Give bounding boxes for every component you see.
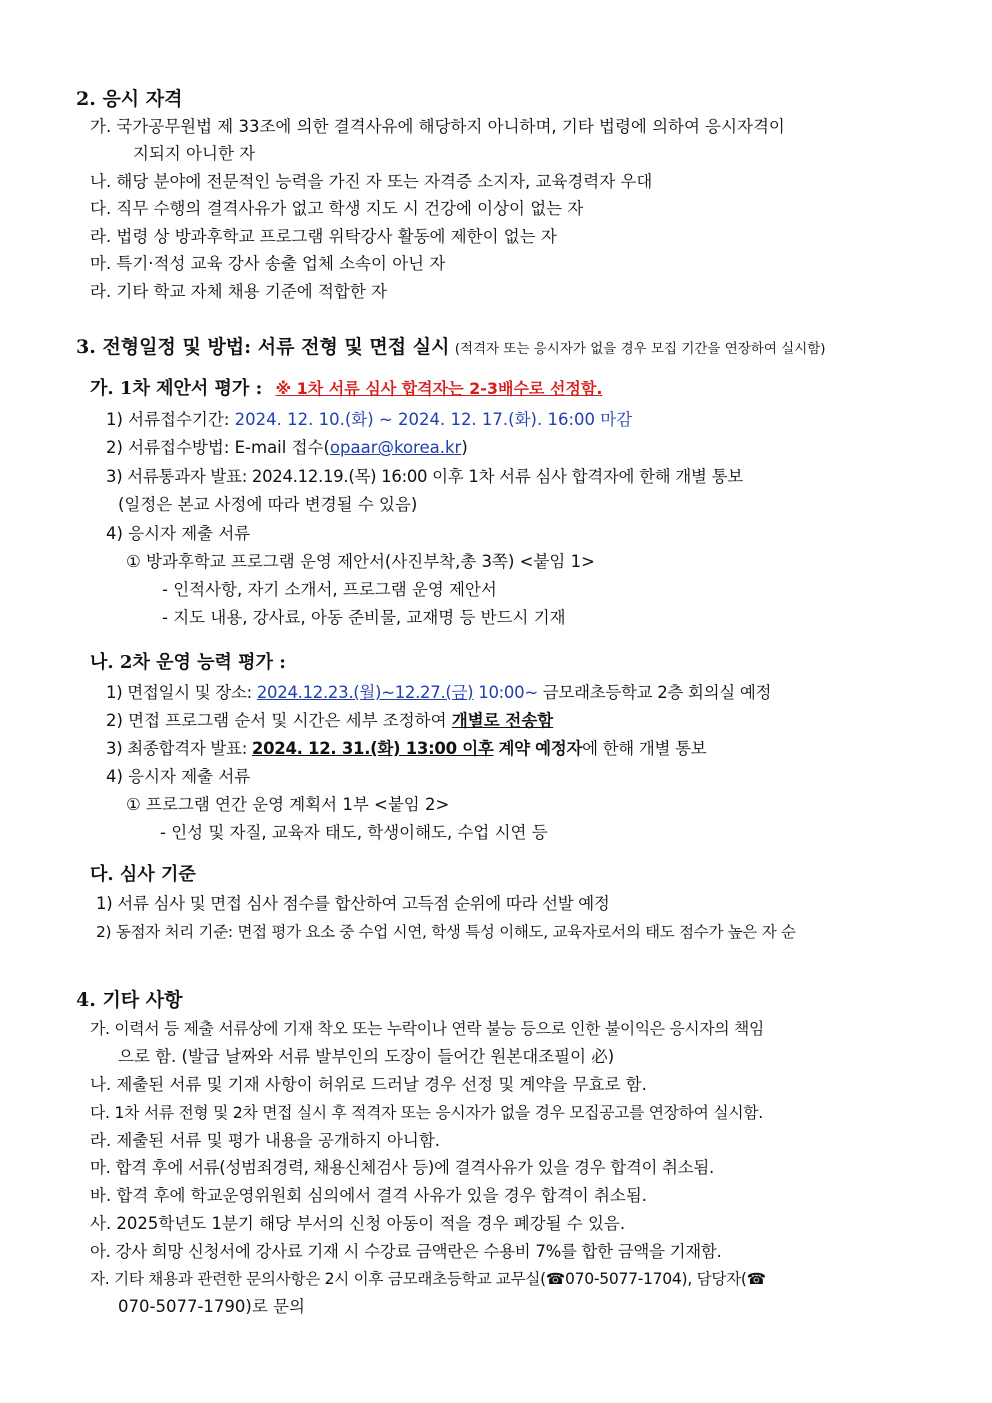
s3-na-title: 나. 2차 운영 능력 평가 :	[90, 652, 286, 673]
s3-na-l3-end: 에 한해 개별 통보	[582, 739, 707, 758]
s3-ga-line3: 3) 서류통과자 발표: 2024.12.19.(목) 16:00 이후 1차 서류 심사 합격자에 한해 개별 통보	[106, 467, 743, 486]
s3-da-line2: 2) 동점자 처리 기준: 면접 평가 요소 중 수업 시연, 학생 특성 이해도, 교육자로서의 태도 점수가 높은 자 순	[96, 923, 796, 941]
s2-item-na: 나. 해당 분야에 전문적인 능력을 가진 자 또는 자격증 소지자, 교육경력자 우대	[90, 172, 653, 191]
s2-item-ra: 라. 법령 상 방과후학교 프로그램 위탁강사 활동에 제한이 없는 자	[90, 227, 557, 246]
section-2-title: 2. 응시 자격	[76, 88, 183, 110]
s3-ga-line1	[106, 409, 632, 431]
s3-ga-line4c: - 지도 내용, 강사료, 아동 준비물, 교재명 등 반드시 기재	[162, 608, 566, 627]
s3-ga-line4a: ① 방과후학교 프로그램 운영 제안서(사진부착,총 3쪽) <붙임 1>	[126, 552, 595, 571]
s3-da-line1: 1) 서류 심사 및 면접 심사 점수를 합산하여 고득점 순위에 따라 선발 예정	[96, 894, 610, 913]
s3-na-l1-date: 2024.12.23.(월)~12.27.(금)	[256, 683, 474, 702]
section-3-note: (적격자 또는 응시자가 없을 경우 모집 기간을 연장하여 실시함)	[454, 341, 826, 357]
s2-item-ra2: 라. 기타 학교 자체 채용 기준에 적합한 자	[90, 282, 387, 301]
s4-da: 다. 1차 서류 전형 및 2차 면접 실시 후 적격자 또는 응시자가 없을 경우 모집공고를 연장하여 실시함.	[90, 1103, 763, 1122]
email-link[interactable]: opaar@korea.kr	[329, 438, 462, 457]
s3-na-line2	[106, 710, 553, 732]
s2-item-da: 다. 직무 수행의 결격사유가 없고 학생 지도 시 건강에 이상이 없는 자	[90, 199, 584, 218]
s3-na-l3-label: 3) 최종합격자 발표:	[106, 739, 247, 758]
s2-item-ga: 가. 국가공무원법 제 33조에 의한 결격사유에 해당하지 아니하며, 기타 법령에 의하여 응시자격이	[90, 117, 785, 136]
s3-na-line1	[106, 682, 771, 704]
s3-ga-l1-label: 1) 서류접수기간:	[106, 410, 230, 429]
s3-da-title: 다. 심사 기준	[90, 864, 196, 885]
s3-ga-heading	[90, 378, 602, 400]
s3-ga-title: 가. 1차 제안서 평가 :	[90, 378, 263, 399]
s3-na-line4: 4) 응시자 제출 서류	[106, 767, 251, 786]
s4-ja: 자. 기타 채용과 관련한 문의사항은 2시 이후 금모래초등학교 교무실(☎070-5077-1704), 담당자(☎	[90, 1270, 766, 1288]
s3-na-l1-label: 1) 면접일시 및 장소:	[106, 683, 252, 702]
s3-na-l1-place: 금모래초등학교 2층 회의실 예정	[542, 683, 772, 702]
s4-sa: 사. 2025학년도 1분기 해당 부서의 신청 아동이 적을 경우 폐강될 수 있음.	[90, 1214, 626, 1233]
section-3-heading	[76, 336, 826, 360]
s3-ga-line2	[106, 437, 468, 459]
s3-na-line4b: - 인성 및 자질, 교육자 태도, 학생이해도, 수업 시연 등	[160, 823, 548, 842]
s3-ga-l1-value: 2024. 12. 10.(화) ~ 2024. 12. 17.(화). 16:00 마감	[234, 410, 633, 429]
s3-ga-line4b: - 인적사항, 자기 소개서, 프로그램 운영 제안서	[162, 580, 497, 599]
section-4-title: 4. 기타 사항	[76, 989, 183, 1011]
s3-ga-l2-end: )	[461, 438, 468, 457]
s3-na-l3-bold: 계약 예정자	[498, 739, 583, 758]
s3-ga-line3b: (일정은 본교 사정에 따라 변경될 수 있음)	[118, 495, 418, 514]
s4-a: 아. 강사 희망 신청서에 강사료 기재 시 수강료 금액란은 수용비 7%를 합한 금액을 기재함.	[90, 1242, 722, 1261]
s2-item-ma: 마. 특기·적성 교육 강사 송출 업체 소속이 아닌 자	[90, 254, 446, 273]
section-3-title: 3. 전형일정 및 방법: 서류 전형 및 면접 실시	[76, 336, 450, 358]
s3-na-line4a: ① 프로그램 연간 운영 계획서 1부 <붙임 2>	[126, 795, 450, 814]
s3-ga-l2-label: 2) 서류접수방법: E-mail 접수(	[106, 438, 330, 457]
s4-na: 나. 제출된 서류 및 기재 사항이 허위로 드러날 경우 선정 및 계약을 무효로 함.	[90, 1075, 647, 1094]
s3-na-l3-date: 2024. 12. 31.(화) 13:00 이후	[251, 739, 494, 758]
s4-ga-cont: 으로 함. (발급 날짜와 서류 발부인의 도장이 들어간 원본대조필이 必)	[118, 1047, 615, 1066]
s3-ga-line4: 4) 응시자 제출 서류	[106, 524, 251, 543]
s3-ga-notice: ※ 1차 서류 심사 합격자는 2-3배수로 선정함.	[275, 379, 603, 398]
s3-na-l2-bold: 개별로 전송함	[451, 711, 554, 730]
s3-na-l2-label: 2) 면접 프로그램 순서 및 시간은 세부 조정하여	[106, 711, 447, 730]
s3-na-line3	[106, 738, 706, 760]
s4-ba: 바. 합격 후에 학교운영위원회 심의에서 결격 사유가 있을 경우 합격이 취소됨.	[90, 1186, 648, 1205]
s4-ma: 마. 합격 후에 서류(성범죄경력, 채용신체검사 등)에 결격사유가 있을 경우 합격이 취소됨.	[90, 1158, 714, 1177]
s4-ra: 라. 제출된 서류 및 평가 내용을 공개하지 아니함.	[90, 1131, 441, 1150]
s4-ga: 가. 이력서 등 제출 서류상에 기재 착오 또는 누락이나 연락 불능 등으로 인한 불이익은 응시자의 책임	[90, 1019, 764, 1038]
s2-item-ga-cont: 지되지 아니한 자	[133, 144, 256, 163]
s3-na-l1-time: 10:00~	[478, 683, 538, 702]
s4-ja-cont: 070-5077-1790)로 문의	[118, 1297, 305, 1316]
